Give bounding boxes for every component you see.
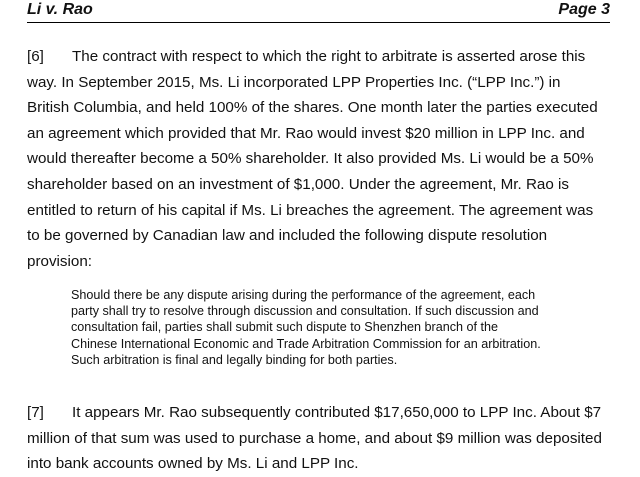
paragraph-text: The contract with respect to which the right to arbitrate is asserted arose this way. In September 2015, Ms. Li incorporated LPP Properties Inc. (“LPP Inc.”) in British Columbia, and held 100% of the shares. One month later the parties executed an agreement which provided that Mr. Rao would invest $20 million in LPP Inc. and would thereafter become a 50% shareholder. It also provided Ms. Li would be a 50% shareholder based on an investment of $1,000. Under the agreement, Mr. Rao is entitled to return of his capital if Ms. Li breaches the agreement. The agreement was to be governed by Canadian law and included the following dispute resolution provision: <box>27 48 598 270</box>
paragraph-6 <box>27 44 602 274</box>
paragraph-number: [6] <box>27 48 44 65</box>
page-number: Page 3 <box>558 1 610 18</box>
page-header <box>27 0 610 23</box>
paragraph-7 <box>27 400 602 477</box>
block-quote: Should there be any dispute arising during the performance of the agreement, each party shall try to resolve through discussion and consultation. If such discussion and consultation fail, parties shall submit such dispute to Shenzhen branch of the Chinese International Economic and Trade Arbitration Commission for an arbitration. Such arbitration is final and legally binding for both parties. <box>71 288 541 367</box>
paragraph-text: It appears Mr. Rao subsequently contributed $17,650,000 to LPP Inc. About $7 million of that sum was used to purchase a home, and about $9 million was deposited into bank accounts owned by Ms. Li and LPP Inc. <box>27 404 602 473</box>
case-name: Li v. Rao <box>27 1 93 18</box>
paragraph-number: [7] <box>27 404 44 421</box>
